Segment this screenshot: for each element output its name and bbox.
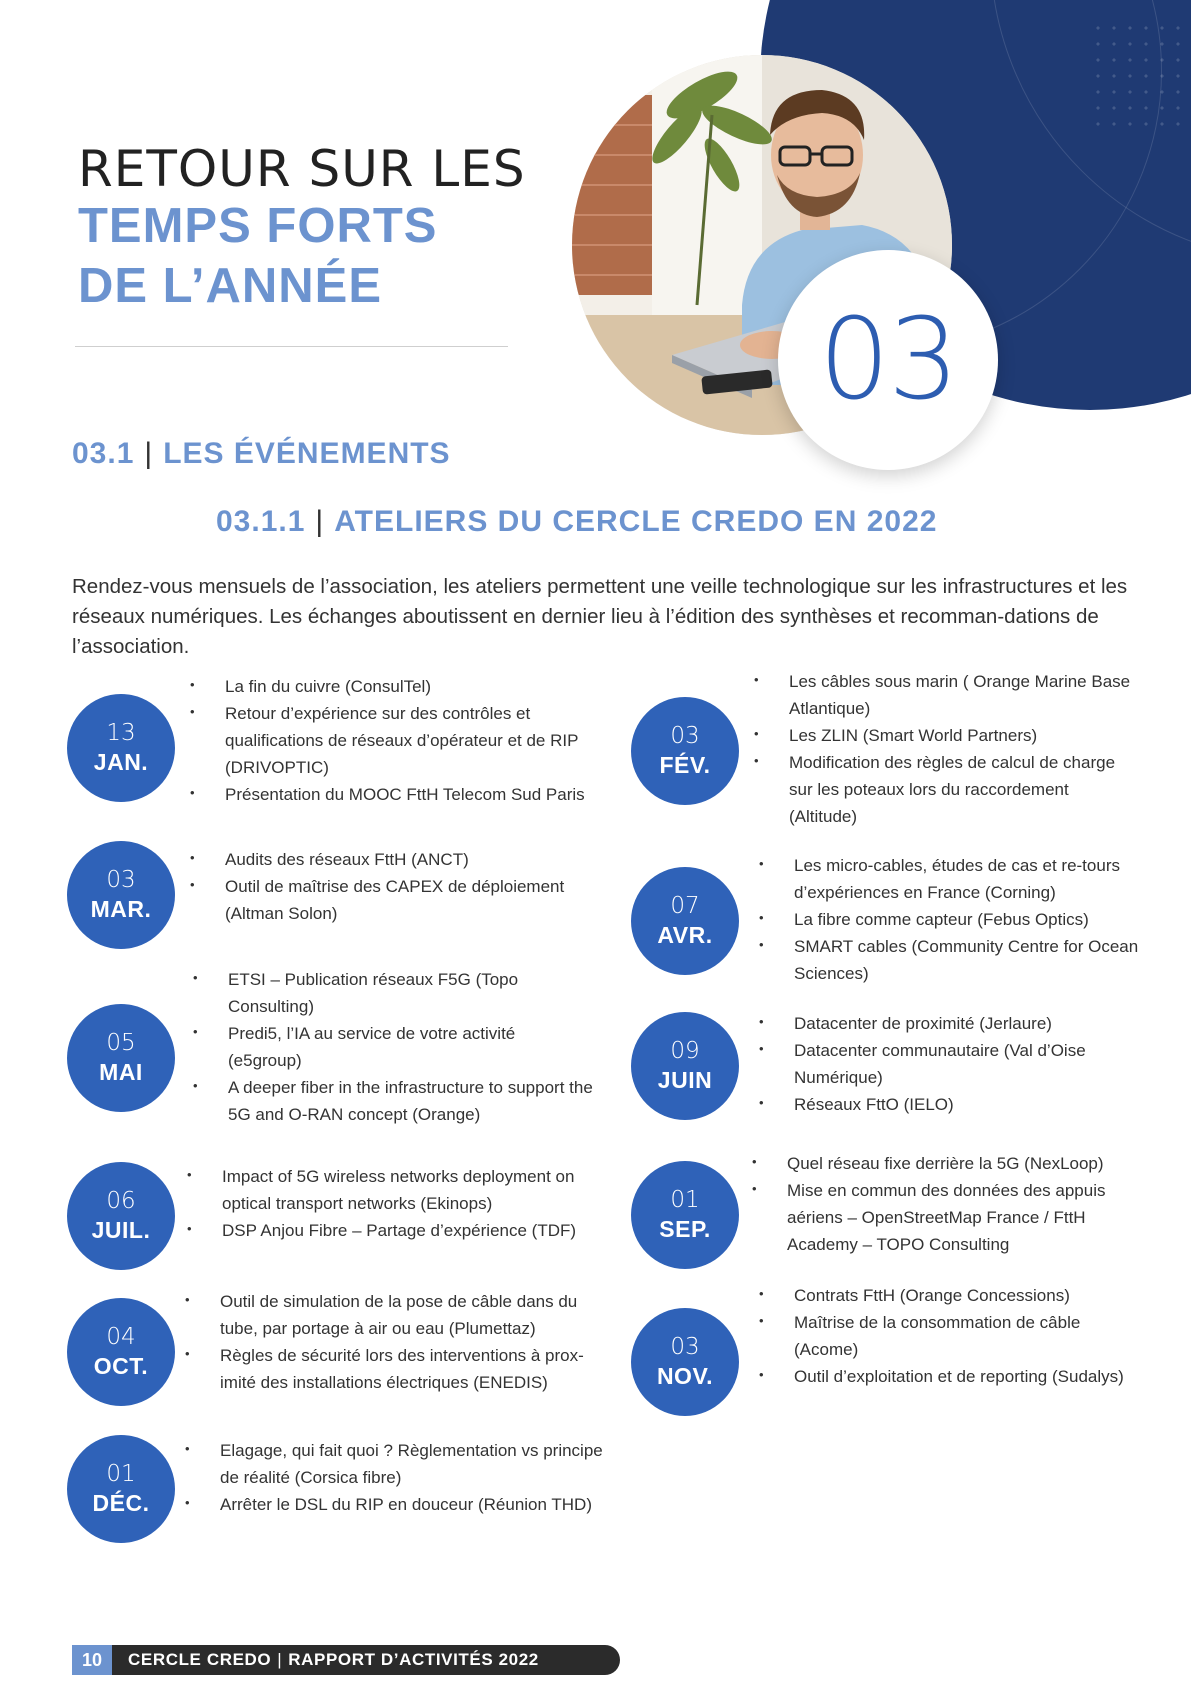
event-month: MAR. xyxy=(90,896,152,922)
chapter-number: 03 xyxy=(818,295,958,425)
list-item: • Datacenter communautaire (Val d’Oise Numérique) xyxy=(759,1037,1139,1091)
event-topics xyxy=(752,1150,1142,1258)
list-item: • Quel réseau fixe derrière la 5G (NexLoop) xyxy=(752,1150,1142,1177)
list-item: • Maîtrise de la consommation de câble (Acome) xyxy=(759,1309,1139,1363)
section-number: 03.1 xyxy=(72,437,135,470)
date-badge xyxy=(631,697,739,805)
list-item: • Audits des réseaux FttH (ANCT) xyxy=(190,846,590,873)
event-day: 07 xyxy=(670,893,700,919)
date-badge xyxy=(631,1161,739,1269)
event-month: JAN. xyxy=(93,749,149,775)
event-day: 03 xyxy=(670,723,700,749)
event-day: 06 xyxy=(106,1188,136,1214)
subsection-separator: | xyxy=(315,505,325,538)
list-item: • Modification des règles de calcul de charge sur les poteaux lors du raccordement (Altitude) xyxy=(754,749,1134,830)
page-title-line-1: RETOUR SUR LES xyxy=(78,140,526,198)
date-badge xyxy=(67,1435,175,1543)
list-item: • Mise en commun des données des appuis aériens – OpenStreetMap France / FttH Academy – TOPO Consulting xyxy=(752,1177,1142,1258)
list-item: • Predi5, l’IA au service de votre activité (e5group) xyxy=(193,1020,593,1074)
list-item: • Présentation du MOOC FttH Telecom Sud Paris xyxy=(190,781,610,808)
event-topics xyxy=(759,852,1139,987)
chapter-number-badge xyxy=(778,250,998,470)
intro-paragraph: Rendez-vous mensuels de l’association, les ateliers permettent une veille technologique sur les infrastructures et les réseaux numériques. Les échanges aboutissent en dernier lieu à l’édition des synthèses et recomman-dations de l’association. xyxy=(72,575,1128,658)
list-item: • La fin du cuivre (ConsulTel) xyxy=(190,673,610,700)
event-topics xyxy=(190,673,610,808)
event-month: SEP. xyxy=(659,1216,711,1242)
event-day: 05 xyxy=(106,1030,136,1056)
list-item: • Datacenter de proximité (Jerlaure) xyxy=(759,1010,1139,1037)
event-month: JUIN xyxy=(657,1067,713,1093)
list-item: • Les câbles sous marin ( Orange Marine Base Atlantique) xyxy=(754,668,1134,722)
event-day: 03 xyxy=(106,867,136,893)
event-day: 13 xyxy=(106,720,136,746)
event-topics xyxy=(193,966,593,1128)
list-item: • Les ZLIN (Smart World Partners) xyxy=(754,722,1134,749)
list-item: • Impact of 5G wireless networks deployment on optical transport networks (Ekinops) xyxy=(187,1163,607,1217)
event-month: JUIL. xyxy=(91,1217,151,1243)
event-day: 09 xyxy=(670,1038,700,1064)
decorative-dot-grid xyxy=(1090,20,1191,130)
event-month: MAI xyxy=(99,1059,143,1085)
date-badge xyxy=(67,1162,175,1270)
list-item: • Règles de sécurité lors des interventions à prox-imité des installations électriques (ENEDIS) xyxy=(185,1342,605,1396)
list-item: • Les micro-cables, études de cas et re-tours d’expériences en France (Corning) xyxy=(759,852,1139,906)
section-separator: | xyxy=(144,437,154,470)
event-day: 01 xyxy=(670,1187,700,1213)
subsection-number: 03.1.1 xyxy=(216,505,306,538)
page-title-line-2: TEMPS FORTS xyxy=(78,199,438,253)
footer-title xyxy=(128,1650,539,1670)
date-badge xyxy=(67,1298,175,1406)
list-item: • A deeper fiber in the infrastructure to support the 5G and O-RAN concept (Orange) xyxy=(193,1074,593,1128)
list-item: • Contrats FttH (Orange Concessions) xyxy=(759,1282,1139,1309)
date-badge xyxy=(67,1004,175,1112)
footer-org: CERCLE CREDO xyxy=(128,1650,272,1669)
title-divider xyxy=(75,346,508,347)
section-heading xyxy=(72,437,451,471)
event-topics xyxy=(187,1163,607,1244)
list-item: • DSP Anjou Fibre – Partage d’expérience (TDF) xyxy=(187,1217,607,1244)
subsection-title: ATELIERS DU CERCLE CREDO EN 2022 xyxy=(334,505,938,538)
subsection-heading xyxy=(216,505,937,539)
footer-separator: | xyxy=(277,1650,283,1669)
list-item: • La fibre comme capteur (Febus Optics) xyxy=(759,906,1139,933)
list-item: • Outil de maîtrise des CAPEX de déploiement (Altman Solon) xyxy=(190,873,590,927)
event-day: 01 xyxy=(106,1461,136,1487)
page-number: 10 xyxy=(72,1645,112,1675)
event-day: 03 xyxy=(670,1334,700,1360)
list-item: • Réseaux FttO (IELO) xyxy=(759,1091,1139,1118)
page-title-line-3: DE L’ANNÉE xyxy=(78,259,383,313)
date-badge xyxy=(67,694,175,802)
date-badge xyxy=(631,867,739,975)
event-month: FÉV. xyxy=(659,752,711,778)
event-topics xyxy=(190,846,590,927)
list-item: • Outil d’exploitation et de reporting (Sudalys) xyxy=(759,1363,1139,1390)
section-title: LES ÉVÉNEMENTS xyxy=(163,437,451,470)
event-month: OCT. xyxy=(93,1353,149,1379)
list-item: • Outil de simulation de la pose de câble dans du tube, par portage à air ou eau (Plumettaz) xyxy=(185,1288,605,1342)
event-month: NOV. xyxy=(656,1363,714,1389)
footer-report: RAPPORT D’ACTIVITÉS 2022 xyxy=(288,1650,539,1669)
event-topics xyxy=(185,1288,605,1396)
page-footer xyxy=(72,1645,620,1675)
event-month: AVR. xyxy=(657,922,713,948)
event-topics xyxy=(759,1282,1139,1390)
date-badge xyxy=(631,1308,739,1416)
list-item: • Arrêter le DSL du RIP en douceur (Réunion THD) xyxy=(185,1491,605,1518)
date-badge xyxy=(631,1012,739,1120)
list-item: • SMART cables (Community Centre for Ocean Sciences) xyxy=(759,933,1139,987)
event-topics xyxy=(754,668,1134,830)
list-item: • Elagage, qui fait quoi ? Règlementation vs principe de réalité (Corsica fibre) xyxy=(185,1437,605,1491)
event-month: DÉC. xyxy=(92,1490,150,1516)
event-topics xyxy=(185,1437,605,1518)
date-badge xyxy=(67,841,175,949)
event-day: 04 xyxy=(106,1324,136,1350)
list-item: • ETSI – Publication réseaux F5G (Topo Consulting) xyxy=(193,966,593,1020)
list-item: • Retour d’expérience sur des contrôles et qualifications de réseaux d’opérateur et de RIP (DRIVOPTIC) xyxy=(190,700,610,781)
event-topics xyxy=(759,1010,1139,1118)
